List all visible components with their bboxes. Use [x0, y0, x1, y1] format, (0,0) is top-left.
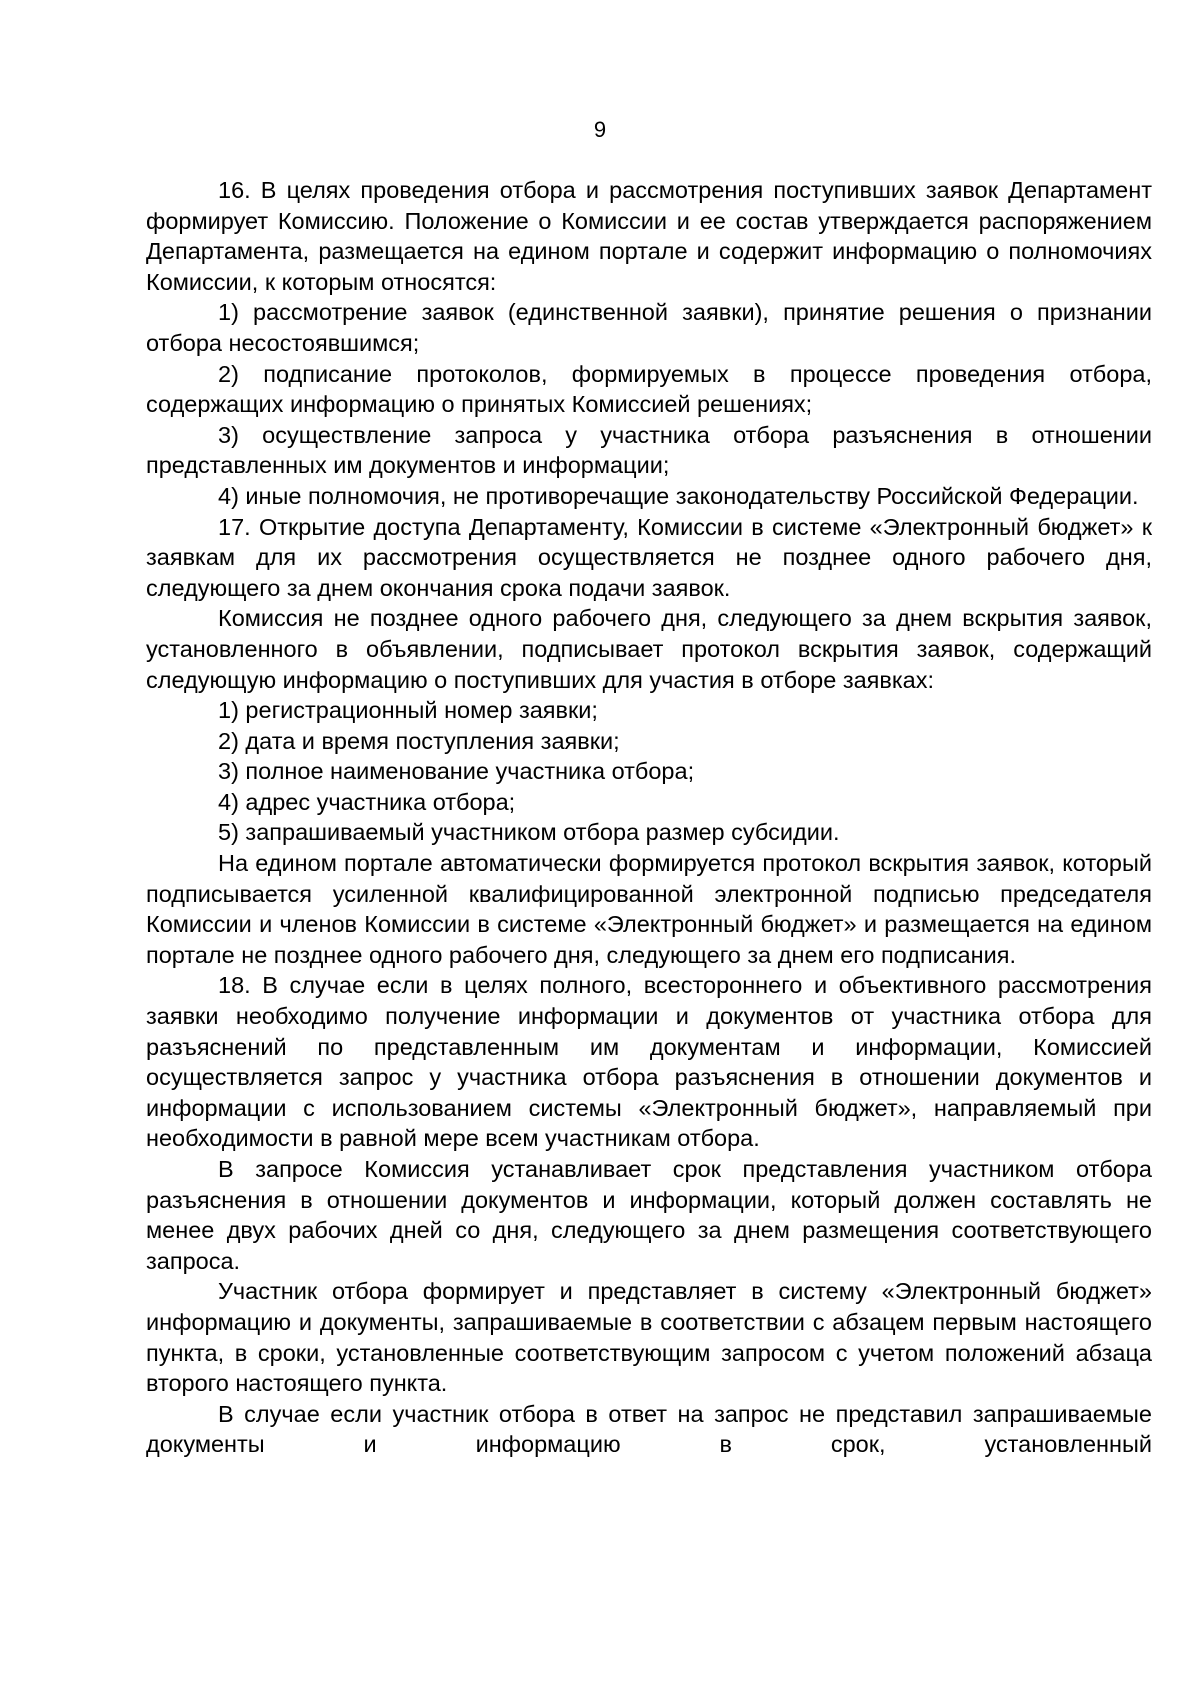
list-item-full-name: 3) полное наименование участника отбора;: [218, 758, 695, 785]
page-number: 9: [593, 117, 607, 142]
paragraph-17: 17. Открытие доступа Департаменту, Комиссии в системе «Электронный бюджет» к заявкам для их рассмотрения осуществляется не позднее одного рабочего дня, следующего за днем окончания срока подачи заявок.: [146, 513, 1152, 601]
paragraph-commission-protocol: Комиссия не позднее одного рабочего дня, следующего за днем вскрытия заявок, установленного в объявлении, подписывает протокол вскрытия заявок, содержащий следующую информацию о поступивших для участия в отборе заявках:: [146, 605, 1152, 693]
paragraph-18: 18. В случае если в целях полного, всестороннего и объективного рассмотрения заявки необходимо получение информации и документов от участника отбора для разъяснений по представленным им документам и информации, Комиссией осуществляется запрос у участника отбора разъяснения в отношении документов и информации с использованием системы «Электронный бюджет», направляемый при необходимости в равной мере всем участникам отбора.: [146, 972, 1152, 1152]
list-item-subsidy-amount: 5) запрашиваемый участником отбора размер субсидии.: [218, 819, 840, 846]
list-item-4-other-powers: 4) иные полномочия, не противоречащие законодательству Российской Федерации.: [218, 482, 1139, 509]
document-body: [146, 175, 1152, 1460]
paragraph-no-response: В случае если участник отбора в ответ на запрос не представил запрашиваемые документы и информацию в срок, установленный: [146, 1400, 1152, 1458]
list-item-2-protocols: 2) подписание протоколов, формируемых в процессе проведения отбора, содержащих информацию о принятых Комиссией решениях;: [146, 360, 1152, 418]
paragraph-request-deadline: В запросе Комиссия устанавливает срок представления участником отбора разъяснения в отношении документов и информации, который должен составлять не менее двух рабочих дней со дня, следующего за днем размещения соответствующего запроса.: [146, 1156, 1152, 1274]
list-item-date-time: 2) дата и время поступления заявки;: [218, 727, 620, 754]
paragraph-participant-response: Участник отбора формирует и представляет в систему «Электронный бюджет» информацию и документы, запрашиваемые в соответствии с абзацем первым настоящего пункта, в сроки, установленные соответствующим запросом с учетом положений абзаца второго настоящего пункта.: [146, 1278, 1152, 1397]
list-item-registration-number: 1) регистрационный номер заявки;: [218, 697, 598, 724]
paragraph-portal-protocol: На едином портале автоматически формируется протокол вскрытия заявок, который подписывается усиленной квалифицированной электронной подписью председателя Комиссии и членов Комиссии в системе «Электронный бюджет» и размещается на едином портале не позднее одного рабочего дня, следующего за днем его подписания.: [146, 850, 1152, 968]
list-item-3-request: 3) осуществление запроса у участника отбора разъяснения в отношении представленных им документов и информации;: [146, 421, 1152, 479]
paragraph-16: 16. В целях проведения отбора и рассмотрения поступивших заявок Департамент формирует Комиссию. Положение о Комиссии и ее состав утверждается распоряжением Департамента, размещается на едином портале и содержит информацию о полномочиях Комиссии, к которым относятся:: [146, 177, 1152, 295]
list-item-1-review: 1) рассмотрение заявок (единственной заявки), принятие решения о признании отбора несостоявшимся;: [146, 299, 1152, 356]
list-item-address: 4) адрес участника отбора;: [218, 788, 516, 815]
